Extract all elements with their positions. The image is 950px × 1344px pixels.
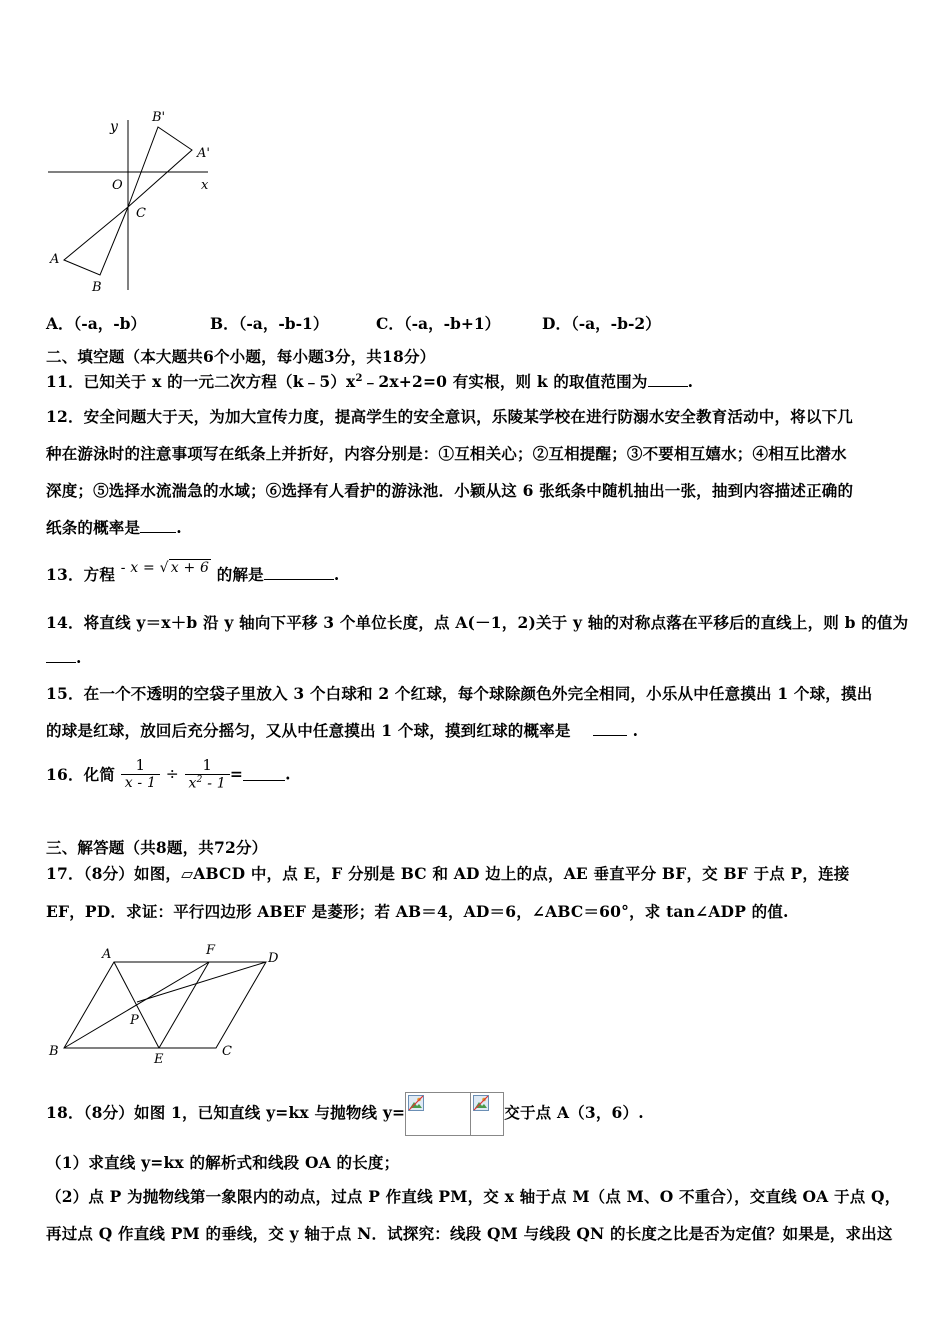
q12-line4-text: 纸条的概率是 — [46, 518, 141, 537]
q13-end: . — [333, 565, 340, 584]
label-b: B — [92, 280, 102, 295]
question-18 — [46, 1092, 644, 1136]
label-a: A — [50, 252, 60, 267]
q16-divide: ÷ — [165, 764, 179, 783]
question-12-line-1: 12．安全问题大于天，为加大宣传力度，提高学生的安全意识，乐陵某学校在进行防溺水安全教育活动中，将以下几 — [46, 407, 853, 426]
q13-equation — [121, 560, 211, 576]
question-12-line-2: 种在游泳时的注意事项写在纸条上并折好，内容分别是：①互相关心；②互相提醒；③不要相互嬉水；④相互比潜水 — [46, 444, 847, 463]
section-2-heading: 二、填空题（本大题共6个小题，每小题3分，共18分） — [46, 347, 436, 366]
q11-sup: 2 — [355, 372, 363, 384]
choice-c: C．（-a，-b+1） — [376, 314, 501, 333]
q13-eq-lhs: - x = — [120, 560, 155, 576]
parallelogram-abcd — [64, 962, 266, 1048]
label-c: C — [222, 1044, 232, 1059]
label-c: C — [136, 206, 146, 221]
q16-pre: 16．化简 — [46, 764, 116, 784]
figure-parallelogram — [44, 940, 294, 1065]
q15-end: . — [632, 721, 639, 740]
question-13 — [46, 560, 340, 585]
broken-image-icon — [473, 1095, 489, 1111]
q16-num1: 1 — [135, 756, 146, 775]
label-b-prime: B' — [152, 110, 166, 125]
q12-answer-blank[interactable] — [140, 518, 176, 533]
question-12-line-3: 深度；⑤选择水流湍急的水域；⑥选择有人看护的游泳池．小颖从这 6 张纸条中随机抽出一张，抽到内容描述正确的 — [46, 481, 854, 500]
q14-end: . — [76, 648, 82, 667]
label-a-prime: A' — [197, 146, 210, 161]
q11-end: . — [687, 372, 694, 391]
label-d: D — [268, 951, 279, 966]
broken-image-placeholder-2 — [471, 1092, 504, 1136]
question-18-part-1: （1）求直线 y=kx 的解析式和线段 OA 的长度； — [46, 1153, 400, 1172]
triangle-a-prime-b-prime-c — [128, 127, 192, 207]
q16-num2: 1 — [202, 756, 213, 774]
q16-end: . — [285, 764, 291, 784]
question-12-line-4 — [46, 516, 182, 538]
q16-fraction-1 — [121, 756, 160, 791]
q13-post: 的解是 — [216, 565, 264, 584]
question-14-line-2 — [46, 648, 82, 667]
broken-image-placeholder-1 — [405, 1092, 471, 1136]
q16-answer-blank[interactable] — [243, 766, 285, 781]
question-17-line-1: 17．（8分）如图，▱ABCD 中，点 E，F 分别是 BC 和 AD 边上的点，AE 垂直平分 BF，交 BF 于点 P，连接 — [46, 864, 850, 883]
question-11 — [46, 370, 693, 392]
q11-answer-blank[interactable] — [648, 372, 688, 387]
question-18-part-2-line-1: （2）点 P 为抛物线第一象限内的动点，过点 P 作直线 PM，交 x 轴于点 M（点 M、O 不重合），交直线 OA 于点 Q， — [46, 1187, 901, 1206]
question-17-line-2: EF，PD．求证：平行四边形 ABEF 是菱形；若 AB＝4，AD＝6，∠ABC＝60°，求 tan∠ADP 的值. — [46, 902, 789, 921]
question-15-line-2 — [46, 719, 638, 741]
sqrt-icon: √ — [159, 560, 169, 576]
figure-coordinate-triangles — [40, 105, 230, 300]
label-b: B — [49, 1044, 59, 1059]
q16-den2-rest: - 1 — [202, 775, 226, 792]
broken-image-icon — [408, 1095, 424, 1111]
segment-bf — [64, 962, 209, 1048]
q16-fraction-2 — [185, 756, 230, 792]
choice-b: B．（-a，-b-1） — [210, 314, 329, 333]
label-p: P — [130, 1013, 139, 1028]
q13-pre: 13．方程 — [46, 565, 116, 584]
q18-pre: 18．（8分）如图 1，已知直线 y=kx 与抛物线 y= — [46, 1103, 406, 1122]
label-f: F — [206, 943, 216, 958]
q16-den2 — [185, 774, 230, 792]
q11-pre: 11．已知关于 x 的一元二次方程（k﹣5）x — [46, 372, 356, 391]
q15-line2-text: 的球是红球，放回后充分摇匀，又从中任意摸出 1 个球，摸到红球的概率是 — [46, 721, 571, 740]
q18-post: 交于点 A（3，6）. — [504, 1103, 644, 1122]
q16-den2-sup: 2 — [196, 775, 203, 785]
label-y: y — [110, 119, 118, 135]
q16-eq: = — [229, 764, 244, 784]
label-e: E — [154, 1052, 164, 1065]
question-14-line-1: 14．将直线 y＝x＋b 沿 y 轴向下平移 3 个单位长度，点 A(－1，2)关于 y 轴的对称点落在平移后的直线上，则 b 的值为 — [46, 613, 909, 632]
section-3-heading: 三、解答题（共8题，共72分） — [46, 838, 268, 857]
label-o: O — [112, 178, 123, 193]
q15-answer-blank[interactable] — [593, 721, 627, 736]
choice-a: A．（-a，-b） — [46, 314, 147, 333]
q14-answer-blank[interactable] — [46, 648, 76, 663]
segment-ef — [159, 962, 209, 1048]
label-a: A — [102, 947, 112, 962]
question-16 — [46, 756, 291, 792]
q13-answer-blank[interactable] — [264, 565, 334, 580]
question-18-part-2-line-2: 再过点 Q 作直线 PM 的垂线，交 y 轴于点 N．试探究：线段 QM 与线段 QN 的长度之比是否为定值？如果是，求出这 — [46, 1224, 893, 1243]
q12-end: . — [176, 518, 182, 537]
label-x: x — [201, 178, 209, 193]
q11-post: ﹣2x+2=0 有实根，则 k 的取值范围为 — [362, 372, 648, 391]
q16-den2-x: x — [188, 775, 197, 792]
q13-radicand: x + 6 — [170, 560, 210, 576]
choice-d: D．（-a，-b-2） — [542, 314, 661, 333]
q16-den1: x - 1 — [121, 774, 160, 791]
question-15-line-1: 15．在一个不透明的空袋子里放入 3 个白球和 2 个红球，每个球除颜色外完全相同，小乐从中任意摸出 1 个球，摸出 — [46, 684, 873, 703]
triangle-abc — [64, 207, 128, 275]
